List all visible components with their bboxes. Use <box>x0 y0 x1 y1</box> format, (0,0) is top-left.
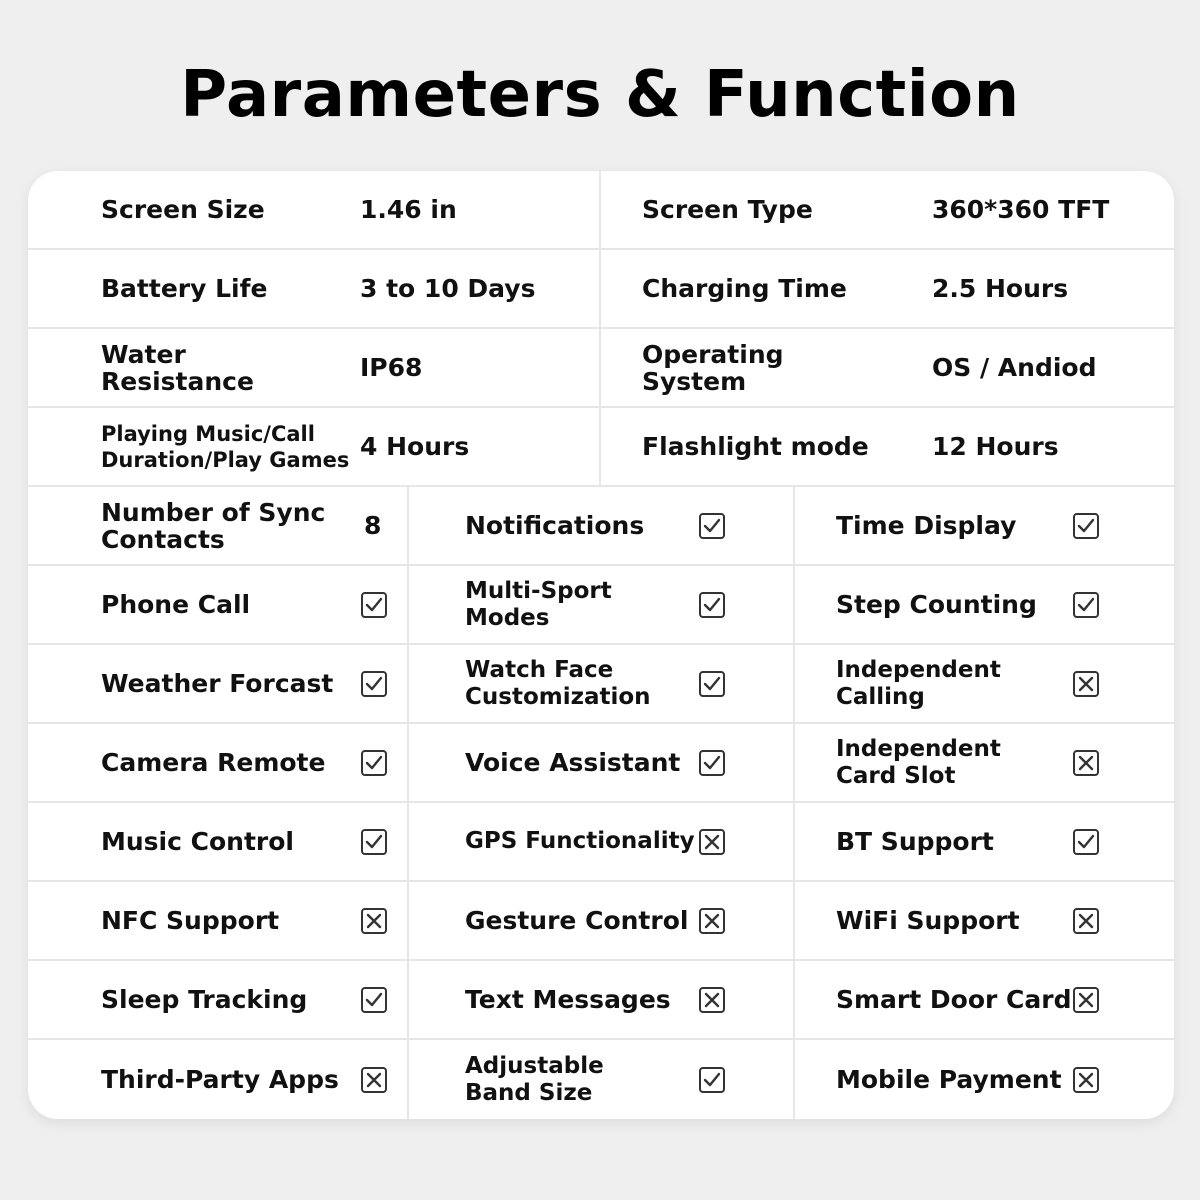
feature-label <box>465 882 715 959</box>
column-divider <box>599 250 601 327</box>
feature-row <box>28 645 1174 724</box>
feature-row <box>28 803 1174 882</box>
column-divider <box>793 803 795 880</box>
checkbox-cross-icon <box>1072 749 1100 777</box>
column-divider <box>407 803 409 880</box>
feature-label-text: Camera Remote <box>101 748 326 777</box>
feature-label-text: Independent Calling <box>836 656 1001 710</box>
param-label-text: Playing Music/Call Duration/Play Games <box>101 421 350 472</box>
param-value-text: OS / Andiod <box>932 353 1097 382</box>
feature-label-text: Mobile Payment <box>836 1065 1062 1094</box>
feature-row <box>28 487 1174 566</box>
param-value <box>932 250 1172 327</box>
feature-label <box>836 961 1086 1038</box>
column-divider <box>407 566 409 643</box>
feature-label-text: Watch Face Customization <box>465 656 651 710</box>
checkbox-checked-icon <box>1072 828 1100 856</box>
param-value <box>360 329 600 406</box>
column-divider <box>793 487 795 564</box>
feature-label <box>836 882 1086 959</box>
feature-label <box>836 803 1086 880</box>
checkbox-cross-icon <box>698 986 726 1014</box>
feature-label <box>836 1040 1086 1119</box>
param-label-text: Charging Time <box>642 274 847 303</box>
checkbox-checked-icon <box>1072 512 1100 540</box>
feature-row <box>28 566 1174 645</box>
feature-label-text: Multi-Sport Modes <box>465 577 612 631</box>
param-value <box>932 329 1172 406</box>
feature-label-text: Notifications <box>465 511 645 540</box>
param-value <box>932 171 1172 248</box>
sync-contacts-label-text: Number of Sync Contacts <box>101 497 326 554</box>
feature-label-text: NFC Support <box>101 906 280 935</box>
param-label <box>642 171 922 248</box>
feature-label <box>836 566 1086 643</box>
param-value-text: 1.46 in <box>360 195 457 224</box>
feature-label-text: Phone Call <box>101 590 251 619</box>
param-value <box>932 408 1172 485</box>
feature-label-text: BT Support <box>836 827 994 856</box>
feature-label <box>465 566 715 643</box>
param-value <box>360 250 600 327</box>
feature-label-text: Step Counting <box>836 590 1037 619</box>
column-divider <box>407 882 409 959</box>
sync-contacts-value-text: 8 <box>364 511 382 540</box>
param-label <box>642 250 922 327</box>
feature-label-text: Sleep Tracking <box>101 985 308 1014</box>
feature-label-text: Independent Card Slot <box>836 735 1001 789</box>
checkbox-checked-icon <box>698 591 726 619</box>
feature-label <box>465 487 715 564</box>
feature-label <box>465 961 715 1038</box>
param-label-text: Water Resistance <box>101 339 254 396</box>
feature-label <box>101 961 371 1038</box>
feature-label-text: Smart Door Card <box>836 985 1072 1014</box>
column-divider <box>793 566 795 643</box>
param-label-text: Screen Size <box>101 195 265 224</box>
param-label-text: Battery Life <box>101 274 268 303</box>
feature-label-text: Weather Forcast <box>101 669 334 698</box>
param-value-text: 3 to 10 Days <box>360 274 536 303</box>
param-value-text: 2.5 Hours <box>932 274 1069 303</box>
param-value <box>360 408 600 485</box>
spec-table <box>28 171 1174 1119</box>
feature-label-text: WiFi Support <box>836 906 1020 935</box>
checkbox-checked-icon <box>360 591 388 619</box>
feature-label <box>101 882 371 959</box>
checkbox-checked-icon <box>360 749 388 777</box>
checkbox-cross-icon <box>1072 670 1100 698</box>
column-divider <box>407 961 409 1038</box>
param-value <box>360 171 600 248</box>
param-row <box>28 250 1174 329</box>
feature-label <box>101 566 371 643</box>
checkbox-checked-icon <box>360 828 388 856</box>
feature-label <box>465 1040 715 1119</box>
feature-label-text: Time Display <box>836 511 1017 540</box>
column-divider <box>599 329 601 406</box>
page-title: Parameters & Function <box>180 58 1020 132</box>
sync-contacts-value <box>364 487 404 564</box>
checkbox-cross-icon <box>1072 907 1100 935</box>
checkbox-cross-icon <box>698 828 726 856</box>
param-label-text: Screen Type <box>642 195 813 224</box>
feature-row <box>28 1040 1174 1119</box>
param-label <box>101 329 361 406</box>
column-divider <box>407 724 409 801</box>
feature-label <box>101 645 371 722</box>
feature-label <box>465 724 715 801</box>
feature-label-text: Music Control <box>101 827 294 856</box>
column-divider <box>793 1040 795 1119</box>
checkbox-cross-icon <box>698 907 726 935</box>
feature-label-text: Third-Party Apps <box>101 1065 339 1094</box>
param-label <box>642 408 922 485</box>
column-divider <box>599 171 601 248</box>
feature-label-text: GPS Functionality <box>465 828 695 854</box>
param-value-text: 360*360 TFT <box>932 195 1110 224</box>
feature-label <box>836 645 1086 722</box>
column-divider <box>599 408 601 485</box>
feature-label-text: Adjustable Band Size <box>465 1052 604 1106</box>
param-label-text: Flashlight mode <box>642 432 869 461</box>
checkbox-checked-icon <box>698 749 726 777</box>
param-label <box>101 171 361 248</box>
checkbox-cross-icon <box>360 1066 388 1094</box>
checkbox-checked-icon <box>698 1066 726 1094</box>
param-value-text: 4 Hours <box>360 432 470 461</box>
param-row <box>28 329 1174 408</box>
feature-label-text: Gesture Control <box>465 906 689 935</box>
sync-contacts-label <box>101 487 361 564</box>
checkbox-cross-icon <box>1072 986 1100 1014</box>
feature-label <box>465 803 715 880</box>
param-label <box>101 250 361 327</box>
column-divider <box>407 487 409 564</box>
column-divider <box>793 882 795 959</box>
param-value-text: IP68 <box>360 353 423 382</box>
param-label <box>642 329 922 406</box>
checkbox-checked-icon <box>360 670 388 698</box>
feature-label-text: Voice Assistant <box>465 748 681 777</box>
param-value-text: 12 Hours <box>932 432 1059 461</box>
feature-label-text: Text Messages <box>465 985 671 1014</box>
column-divider <box>407 1040 409 1119</box>
checkbox-checked-icon <box>698 670 726 698</box>
feature-row <box>28 724 1174 803</box>
checkbox-checked-icon <box>698 512 726 540</box>
feature-label <box>836 724 1086 801</box>
feature-row <box>28 961 1174 1040</box>
column-divider <box>793 645 795 722</box>
param-row <box>28 408 1174 487</box>
param-label-text: Operating System <box>642 339 784 396</box>
column-divider <box>407 645 409 722</box>
column-divider <box>793 724 795 801</box>
feature-label <box>101 803 371 880</box>
feature-label <box>836 487 1086 564</box>
param-row <box>28 171 1174 250</box>
checkbox-checked-icon <box>360 986 388 1014</box>
feature-label <box>101 1040 371 1119</box>
column-divider <box>793 961 795 1038</box>
checkbox-cross-icon <box>1072 1066 1100 1094</box>
feature-label <box>101 724 371 801</box>
checkbox-cross-icon <box>360 907 388 935</box>
feature-row <box>28 882 1174 961</box>
param-label <box>101 408 361 485</box>
feature-label <box>465 645 715 722</box>
checkbox-checked-icon <box>1072 591 1100 619</box>
